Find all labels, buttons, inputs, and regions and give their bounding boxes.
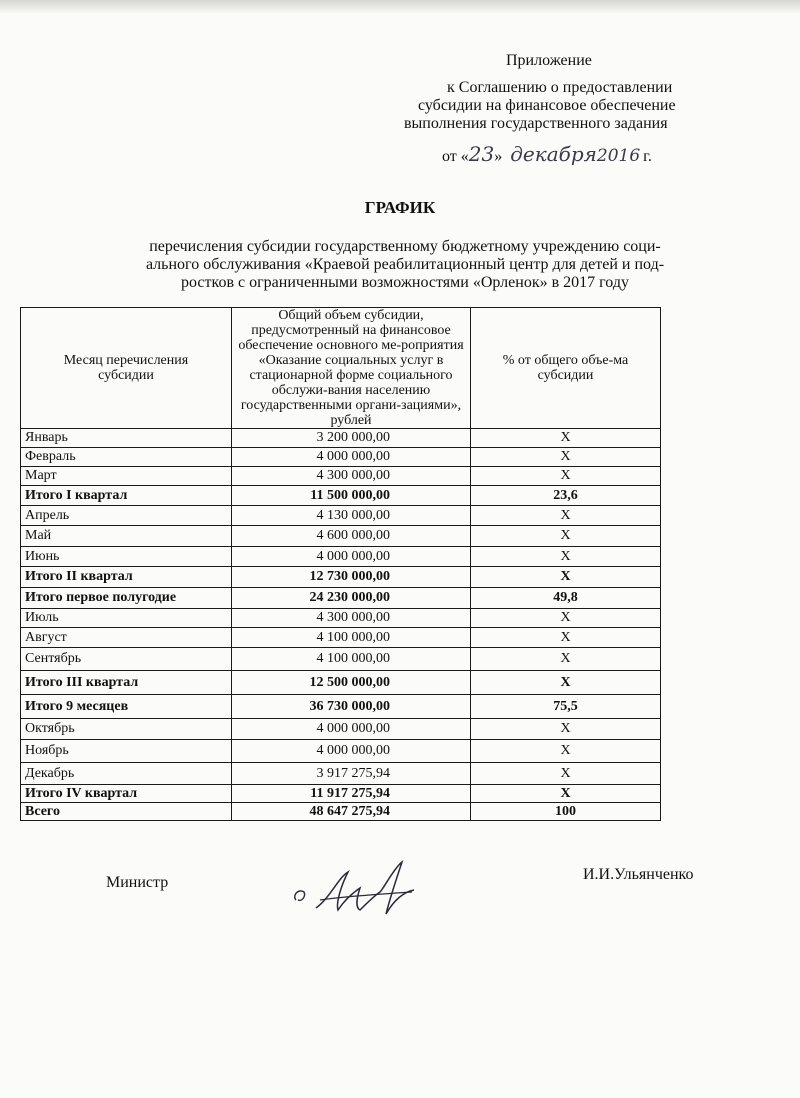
description-line: ростков с ограниченными возможностями «Орленок» в 2017 году [181,274,629,291]
table-row [21,567,661,588]
row-percent: X [471,526,661,547]
row-amount: 12 500 000,00 [232,671,471,695]
scan-edge-shadow [0,0,800,14]
row-amount: 11 917 275,94 [232,785,471,803]
row-percent: X [471,567,661,588]
row-amount: 4 000 000,00 [232,547,471,567]
table-row [21,695,661,719]
table-row [21,486,661,506]
row-amount: 4 300 000,00 [232,609,471,628]
row-percent: X [471,671,661,695]
row-amount: 12 730 000,00 [232,567,471,588]
table-row [21,671,661,695]
row-percent: X [471,609,661,628]
row-amount: 3 917 275,94 [232,763,471,785]
row-month: Итого I квартал [21,486,232,506]
row-amount: 36 730 000,00 [232,695,471,719]
header-amount: Общий объем субсидии, предусмотренный на финансовое обеспечение основного ме-роприятия «Оказание социальных услуг в стационарной форме социального обслужи-вания населению государственными органи-зациями», рублей [232,308,471,429]
document-title: ГРАФИК [364,198,436,217]
description-line: ального обслуживания «Краевой реабилитационный центр для детей и под- [145,256,665,273]
agreement-line-2: субсидии на финансовое обеспечение [418,97,676,114]
row-percent: 75,5 [471,695,661,719]
row-amount: 4 600 000,00 [232,526,471,547]
row-percent: X [471,467,661,486]
date-mid: » [494,148,503,165]
table-row [21,609,661,628]
table-row [21,648,661,671]
row-month: Итого III квартал [21,671,232,695]
row-percent: 49,8 [471,588,661,609]
date-prefix: от « [442,148,469,165]
agreement-line-3: выполнения государственного задания [404,115,668,132]
appendix-label: Приложение [506,52,592,69]
row-percent: X [471,448,661,467]
row-percent: X [471,763,661,785]
row-percent: X [471,506,661,526]
table-row [21,448,661,467]
row-month: Октябрь [21,719,232,740]
row-month: Итого II квартал [21,567,232,588]
table-row [21,803,661,821]
signatory-name: И.И.Ульянченко [583,866,694,883]
row-month: Декабрь [21,763,232,785]
row-percent: X [471,785,661,803]
row-amount: 48 647 275,94 [232,803,471,821]
agreement-line-1: к Соглашению о предоставлении [447,79,673,96]
row-amount: 4 000 000,00 [232,740,471,763]
table-row [21,785,661,803]
row-percent: 100 [471,803,661,821]
table-row [21,547,661,567]
row-month: Итого 9 месяцев [21,695,232,719]
table-row [21,467,661,486]
row-month: Август [21,628,232,648]
row-month: Март [21,467,232,486]
date-suffix: г. [643,148,652,165]
row-amount: 4 300 000,00 [232,467,471,486]
description-line: перечисления субсидии государственному бюджетному учреждению соци- [149,238,661,255]
row-amount: 4 000 000,00 [232,448,471,467]
date-day-handwritten: 23 [468,142,495,166]
row-month: Июль [21,609,232,628]
agreement-date [442,143,652,168]
row-percent: X [471,628,661,648]
table-row [21,740,661,763]
row-month: Итого IV квартал [21,785,232,803]
header-percent: % от общего объе-ма субсидии [471,308,661,429]
row-month: Всего [21,803,232,821]
document-description [95,238,715,292]
row-percent: X [471,648,661,671]
table-row [21,588,661,609]
row-amount: 4 100 000,00 [232,648,471,671]
row-month: Ноябрь [21,740,232,763]
date-month-handwritten: декабря [510,142,597,166]
row-month: Апрель [21,506,232,526]
table-header-row [21,308,661,429]
row-month: Итого первое полугодие [21,588,232,609]
date-year: 2016 [596,146,641,166]
table-row [21,429,661,448]
table-row [21,628,661,648]
signatory-position: Министр [106,874,169,891]
row-month: Январь [21,429,232,448]
row-month: Май [21,526,232,547]
table-row [21,719,661,740]
table-row [21,526,661,547]
row-percent: X [471,547,661,567]
table-row [21,506,661,526]
signature-graphic [290,858,430,928]
payment-schedule-table [20,307,661,821]
row-percent: X [471,429,661,448]
row-amount: 11 500 000,00 [232,486,471,506]
row-month: Февраль [21,448,232,467]
row-amount: 4 100 000,00 [232,628,471,648]
row-amount: 4 130 000,00 [232,506,471,526]
table-row [21,763,661,785]
row-percent: 23,6 [471,486,661,506]
row-amount: 24 230 000,00 [232,588,471,609]
header-month: Месяц перечисления субсидии [21,308,232,429]
row-amount: 4 000 000,00 [232,719,471,740]
row-percent: X [471,740,661,763]
row-amount: 3 200 000,00 [232,429,471,448]
row-percent: X [471,719,661,740]
row-month: Сентябрь [21,648,232,671]
row-month: Июнь [21,547,232,567]
